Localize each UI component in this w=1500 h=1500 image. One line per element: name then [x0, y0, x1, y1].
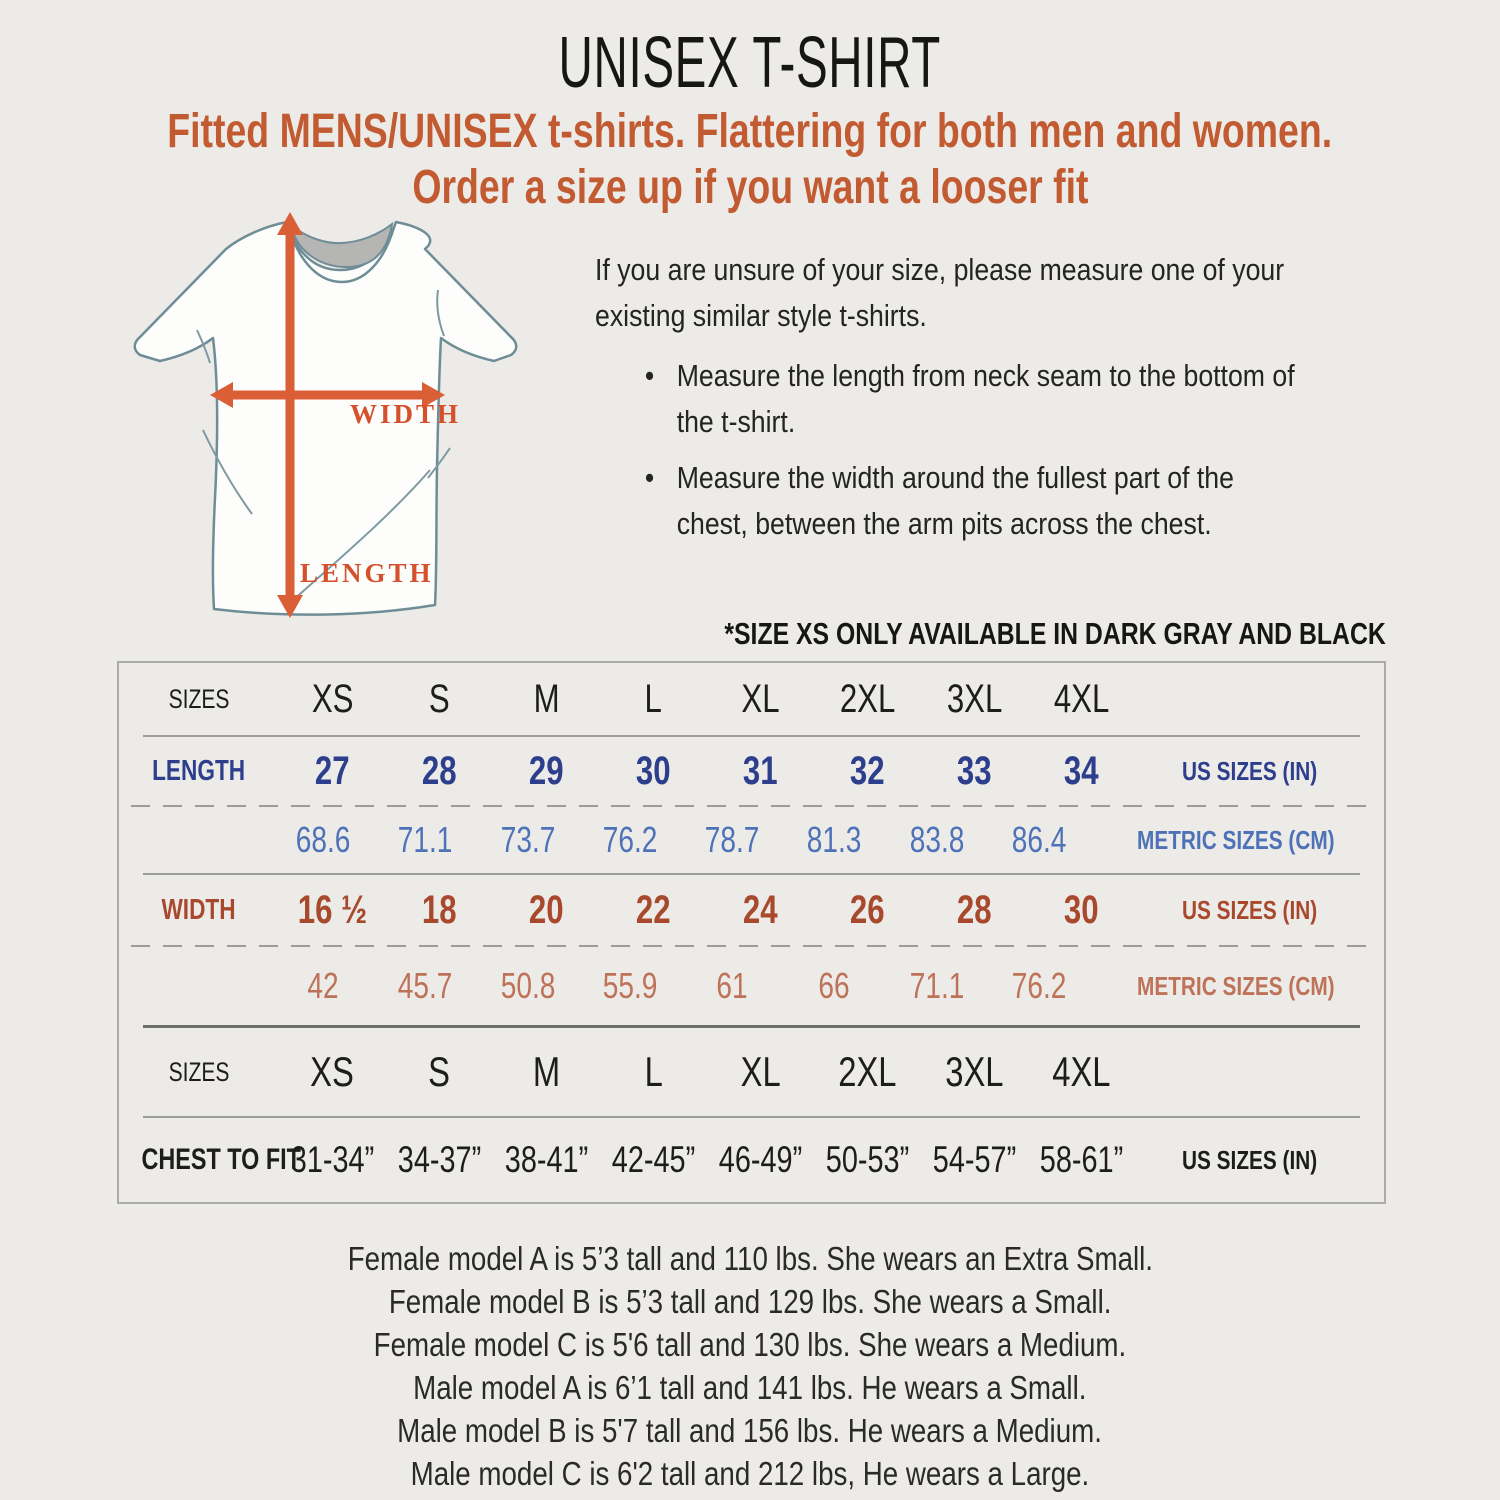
width-cm-cell: 71.1	[909, 965, 964, 1006]
size-table	[117, 661, 1386, 1204]
model-info-line: Male model B is 5'7 tall and 156 lbs. He wears a Medium.	[397, 1412, 1103, 1449]
chest-cell: 54-57”	[932, 1139, 1017, 1180]
model-info-line: Male model C is 6'2 tall and 212 lbs, He wears a Large.	[410, 1455, 1090, 1492]
length-us-cell: 33	[957, 748, 992, 793]
width-us-cell: 16 ½	[297, 887, 368, 932]
size-cell: 2XL	[838, 1048, 897, 1095]
size-cell: XS	[310, 1048, 355, 1095]
xs-availability-note: *SIZE XS ONLY AVAILABLE IN DARK GRAY AND BLACK	[724, 616, 1386, 651]
model-info	[0, 1237, 1500, 1495]
length-us-unit: US SIZES (IN)	[1182, 755, 1318, 786]
chest-row-label: CHEST TO FIT	[141, 1143, 301, 1176]
chest-cell: 58-61”	[1039, 1139, 1124, 1180]
model-info-line: Female model B is 5’3 tall and 129 lbs. She wears a Small.	[388, 1283, 1112, 1320]
chest-cell: 42-45”	[611, 1139, 696, 1180]
size-cell: 4XL	[1052, 1048, 1111, 1095]
subtitle	[0, 104, 1500, 216]
width-us-cell: 20	[529, 887, 564, 932]
width-row-label: WIDTH	[161, 893, 237, 926]
table-row-length-us	[119, 737, 1384, 805]
length-cm-cell: 83.8	[909, 819, 964, 860]
chest-cell: 50-53”	[825, 1139, 910, 1180]
table-row-sizes-header	[119, 663, 1384, 735]
width-cm-cell: 66	[818, 965, 850, 1006]
width-cm-unit: METRIC SIZES (CM)	[1137, 970, 1335, 1001]
size-cell: M	[532, 1048, 561, 1095]
sizes-header-label: SIZES	[168, 683, 230, 714]
table-row-length-metric	[119, 807, 1384, 873]
length-cm-cell: 78.7	[704, 819, 760, 860]
table-row-width-us	[119, 875, 1384, 945]
subtitle-line1: Fitted MENS/UNISEX t-shirts. Flattering for both men and women.	[167, 105, 1333, 158]
subtitle-line2: Order a size up if you want a looser fit	[411, 161, 1089, 214]
length-cm-cell: 68.6	[295, 819, 351, 860]
instruction-item-length	[595, 353, 1300, 445]
table-row-sizes-repeat	[119, 1028, 1384, 1116]
instruction-text: Measure the length from neck seam to the bottom of the t-shirt.	[676, 358, 1295, 439]
width-us-cell: 26	[850, 887, 885, 932]
width-cm-cell: 61	[716, 965, 748, 1006]
length-cm-cell: 73.7	[500, 819, 555, 860]
width-us-cell: 22	[636, 887, 671, 932]
length-us-cell: 29	[529, 748, 564, 793]
tshirt-measurement-diagram	[128, 208, 523, 620]
length-us-cell: 31	[743, 748, 778, 793]
size-cell: 4XL	[1053, 676, 1110, 721]
length-us-cell: 32	[850, 748, 885, 793]
length-cm-cell: 86.4	[1011, 819, 1067, 860]
size-cell: S	[429, 676, 450, 721]
width-cm-cell: 55.9	[602, 965, 658, 1006]
size-cell: 2XL	[839, 676, 896, 721]
length-us-cell: 30	[636, 748, 671, 793]
size-cell: M	[533, 676, 560, 721]
chest-cell: 46-49”	[718, 1139, 803, 1180]
size-cell: XS	[311, 676, 354, 721]
bullet-icon: •	[644, 460, 655, 495]
width-cm-cell: 50.8	[500, 965, 555, 1006]
width-us-unit: US SIZES (IN)	[1182, 894, 1318, 925]
width-us-cell: 18	[422, 887, 457, 932]
chest-cell: 34-37”	[397, 1139, 482, 1180]
chest-unit: US SIZES (IN)	[1182, 1144, 1318, 1175]
width-cm-cell: 45.7	[397, 965, 453, 1006]
table-row-chest-to-fit	[119, 1118, 1384, 1202]
size-cell: L	[644, 1048, 663, 1095]
length-cm-cell: 76.2	[602, 819, 658, 860]
instructions-list	[595, 353, 1300, 547]
size-cell: XL	[741, 676, 780, 721]
width-us-cell: 30	[1064, 887, 1099, 932]
table-row-width-metric	[119, 947, 1384, 1025]
size-cell: L	[644, 676, 663, 721]
width-us-cell: 24	[743, 887, 778, 932]
width-cm-cell: 42	[307, 965, 339, 1006]
length-us-cell: 34	[1064, 748, 1099, 793]
length-cm-cell: 71.1	[397, 819, 453, 860]
length-us-cell: 27	[315, 748, 350, 793]
instruction-item-width	[595, 455, 1300, 547]
page-title	[0, 22, 1500, 104]
size-cell: 3XL	[945, 1048, 1004, 1095]
size-cell: S	[428, 1048, 451, 1095]
sizes-repeat-label: SIZES	[168, 1056, 230, 1087]
measuring-instructions	[595, 247, 1369, 547]
length-cm-cell: 81.3	[807, 819, 862, 860]
size-cell: 3XL	[946, 676, 1003, 721]
length-us-cell: 28	[422, 748, 457, 793]
page-title-text: UNISEX T-SHIRT	[558, 23, 942, 103]
width-us-cell: 28	[957, 887, 992, 932]
model-info-line: Male model A is 6’1 tall and 141 lbs. He wears a Small.	[413, 1369, 1087, 1406]
length-dimension-label: LENGTH	[300, 558, 434, 588]
bullet-icon: •	[644, 358, 655, 393]
length-row-label: LENGTH	[152, 754, 246, 787]
instruction-text: Measure the width around the fullest part of the chest, between the arm pits across the chest.	[676, 460, 1234, 541]
model-info-line: Female model A is 5’3 tall and 110 lbs. She wears an Extra Small.	[347, 1240, 1153, 1277]
chest-cell: 38-41”	[504, 1139, 589, 1180]
width-dimension-label: WIDTH	[350, 399, 462, 429]
size-cell: XL	[740, 1048, 781, 1095]
width-cm-cell: 76.2	[1011, 965, 1067, 1006]
length-cm-unit: METRIC SIZES (CM)	[1137, 824, 1335, 855]
instructions-intro: If you are unsure of your size, please measure one of your existing similar style t-shirts.	[595, 252, 1285, 333]
model-info-line: Female model C is 5'6 tall and 130 lbs. She wears a Medium.	[373, 1326, 1127, 1363]
chest-cell: 31-34”	[290, 1139, 375, 1180]
